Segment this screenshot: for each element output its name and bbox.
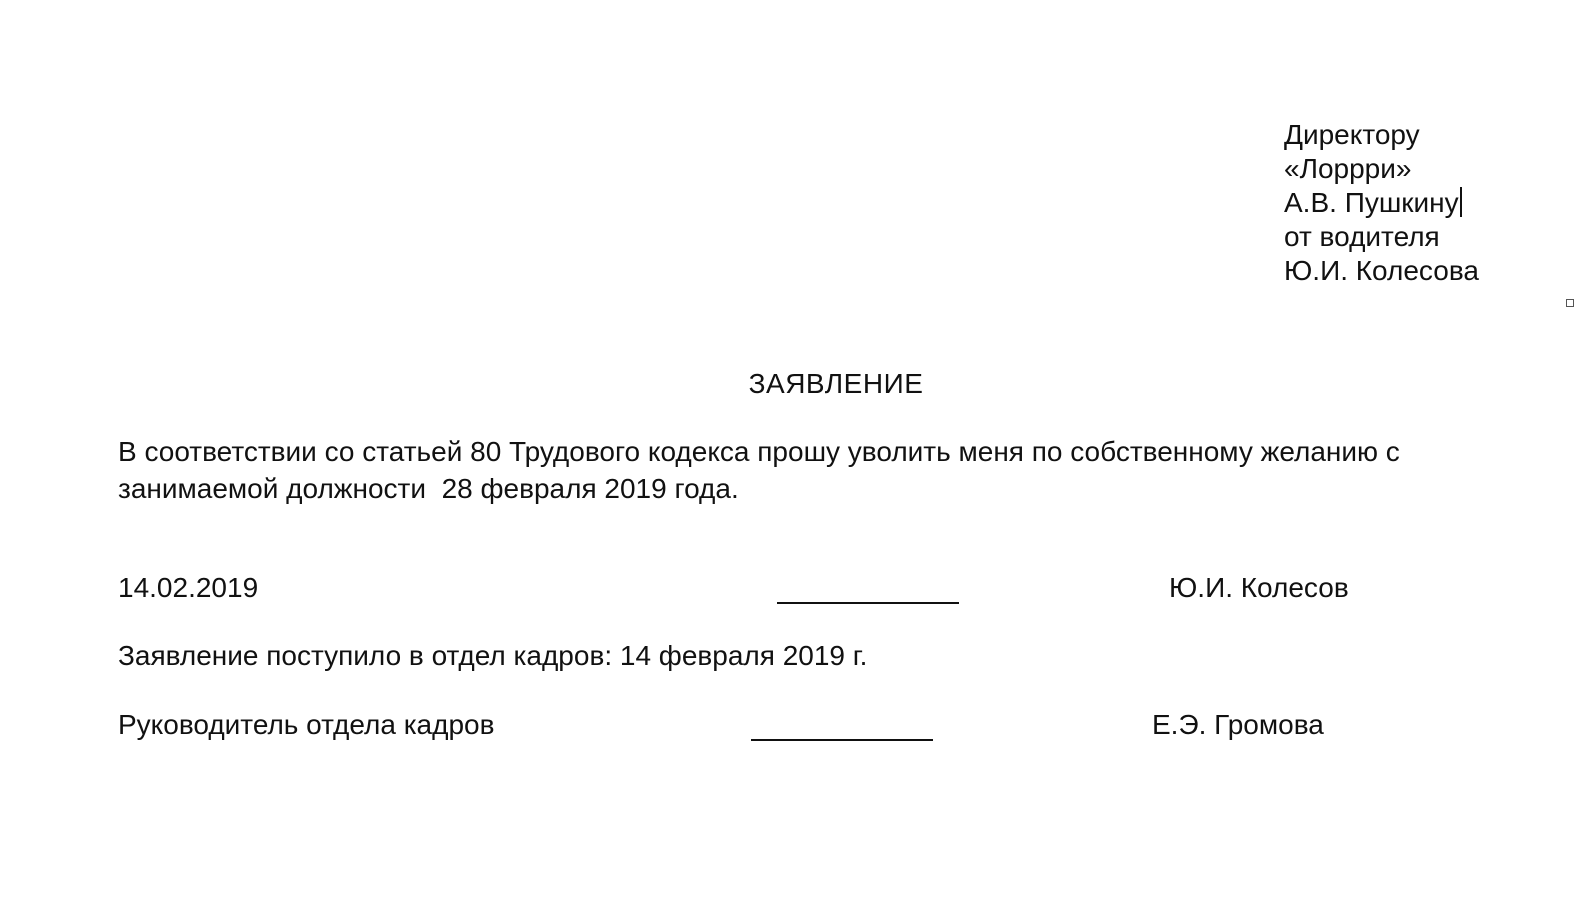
- addressee-line-position: Директору: [1284, 119, 1420, 150]
- signature-row: [0, 572, 1586, 612]
- addressee-block: [1284, 118, 1479, 288]
- director-name-text: А.В. Пушкину: [1284, 187, 1459, 218]
- application-body-text: В соответствии со статьей 80 Трудового кодекса прошу уволить меня по собственному желанию с занимаемой должности 28 февраля 2019 года.: [118, 436, 1408, 504]
- applicant-name: Ю.И. Колесов: [1169, 572, 1349, 603]
- hr-head-position: Руководитель отдела кадров: [118, 709, 495, 740]
- addressee-line-director-name: [1284, 186, 1479, 220]
- applicant-signature-line: [777, 602, 959, 604]
- received-note: Заявление поступило в отдел кадров: 14 февраля 2019 г.: [118, 640, 868, 671]
- hr-signature-row: [0, 709, 1586, 749]
- received-row: [0, 640, 1586, 680]
- application-date: 14.02.2019: [118, 572, 259, 603]
- addressee-line-company: «Лоррри»: [1284, 153, 1412, 184]
- addressee-line-from: от водителя: [1284, 221, 1440, 252]
- addressee-line-applicant-name: Ю.И. Колесова: [1284, 255, 1479, 286]
- text-cursor: [1460, 187, 1462, 217]
- hr-signature-line: [751, 739, 933, 741]
- hr-head-name: Е.Э. Громова: [1152, 709, 1324, 740]
- document-title: ЗАЯВЛЕНИЕ: [748, 368, 924, 399]
- resize-handle[interactable]: [1566, 299, 1574, 307]
